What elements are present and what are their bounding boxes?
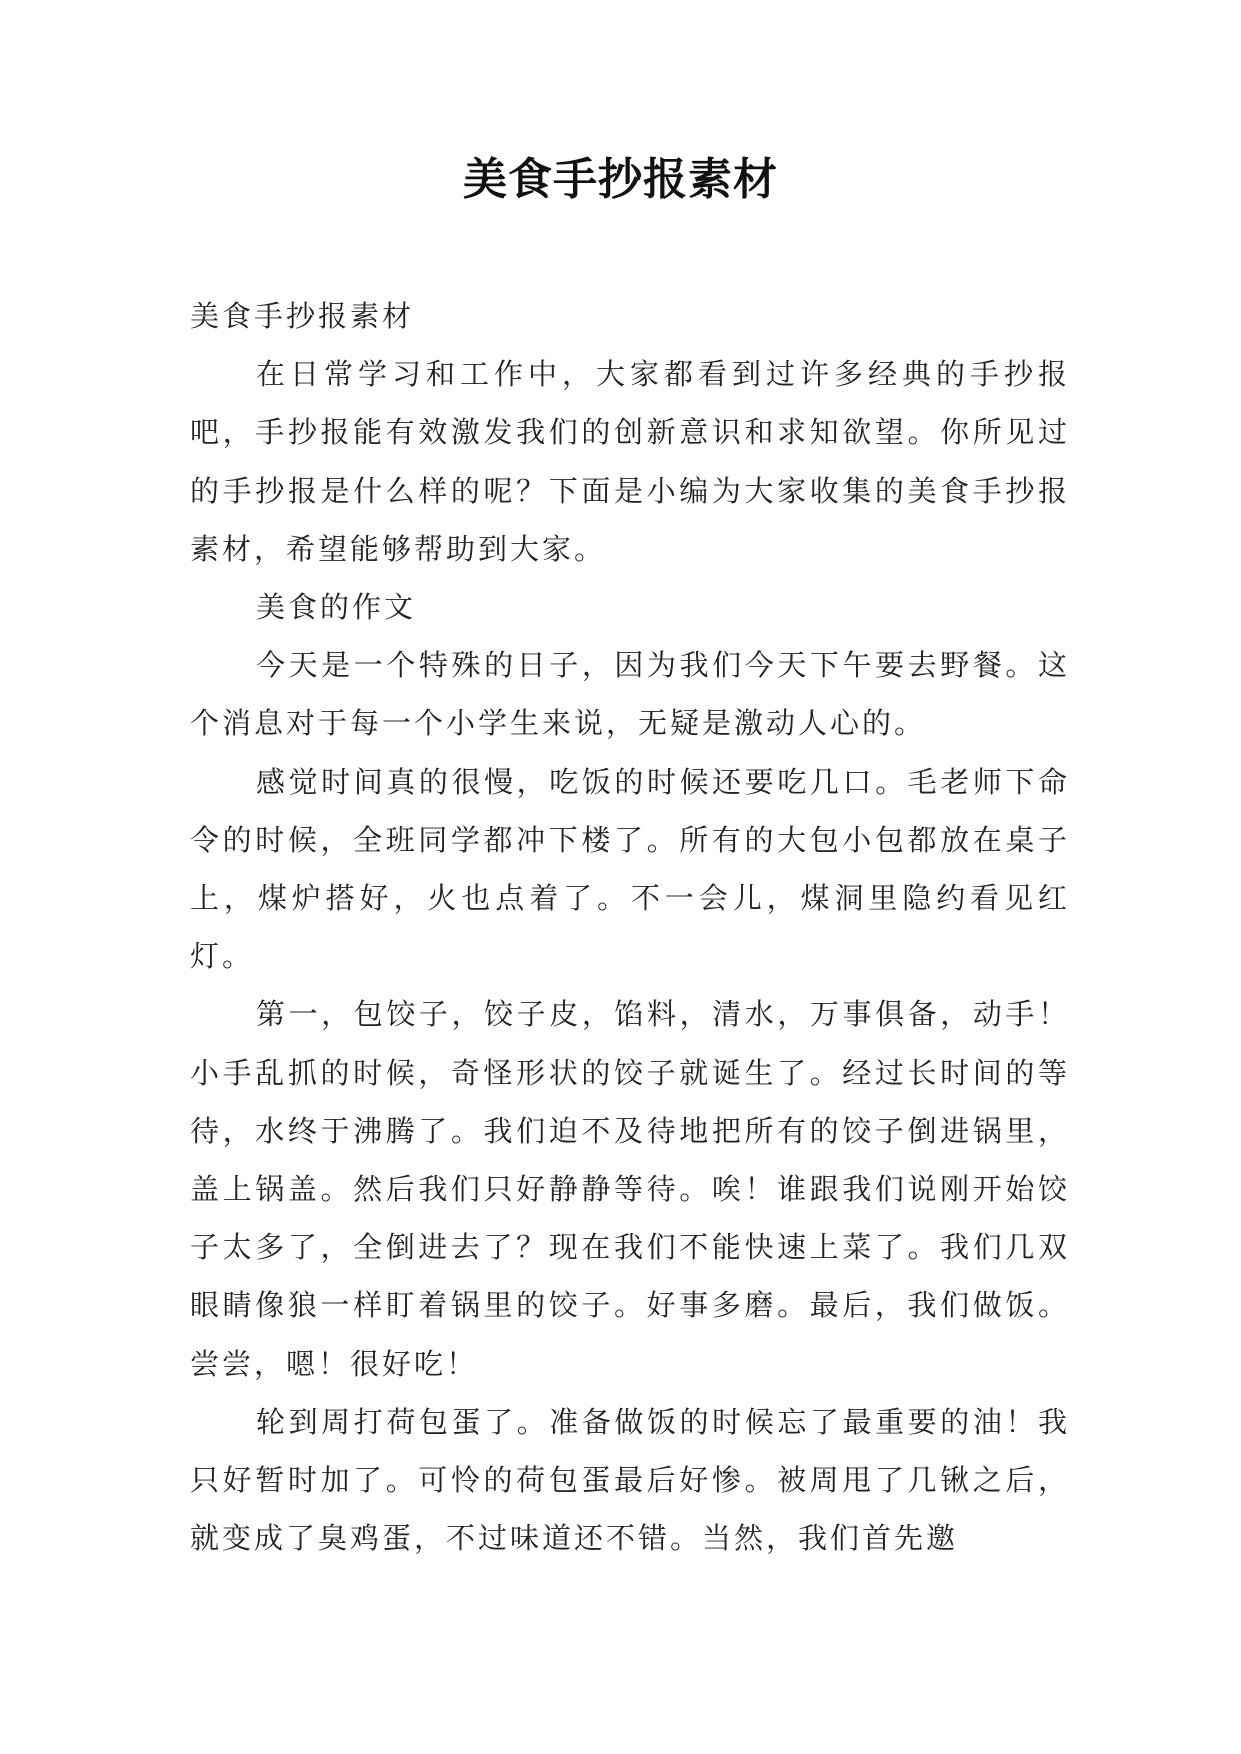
paragraph: 今天是一个特殊的日子，因为我们今天下午要去野餐。这个消息对于每一个小学生来说，无疑是激动人心的。: [190, 648, 1070, 741]
paragraph: 感觉时间真的很慢，吃饭的时候还要吃几口。毛老师下命令的时候，全班同学都冲下楼了。所有的大包小包都放在桌子上，煤炉搭好，火也点着了。不一会儿，煤洞里隐约看见红灯。: [190, 764, 1070, 974]
paragraph-intro: 在日常学习和工作中，大家都看到过许多经典的手抄报吧，手抄报能有效激发我们的创新意识和求知欲望。你所见过的手抄报是什么样的呢？下面是小编为大家收集的美食手抄报素材，希望能够帮助到大家。: [190, 357, 1070, 566]
paragraph-subtitle: 美食手抄报素材: [190, 299, 415, 333]
paragraph-heading: 美食的作文: [256, 590, 417, 625]
document-title: 美食手抄报素材: [463, 154, 778, 205]
paragraph: 第一，包饺子，饺子皮，馅料，清水，万事俱备，动手！小手乱抓的时候，奇怪形状的饺子就诞生了。经过长时间的等待，水终于沸腾了。我们迫不及待地把所有的饺子倒进锅里，盖上锅盖。然后我们只好静静等待。唉！谁跟我们说刚开始饺子太多了，全倒进去了？现在我们不能快速上菜了。我们几双眼睛像狼一样盯着锅里的饺子。好事多磨。最后，我们做饭。尝尝，嗯！很好吃！: [190, 997, 1070, 1381]
paragraph: 轮到周打荷包蛋了。准备做饭的时候忘了最重要的油！我只好暂时加了。可怜的荷包蛋最后好惨。被周甩了几锹之后，就变成了臭鸡蛋，不过味道还不错。当然，我们首先邀: [190, 1404, 1070, 1556]
document-body: [190, 287, 1070, 1567]
